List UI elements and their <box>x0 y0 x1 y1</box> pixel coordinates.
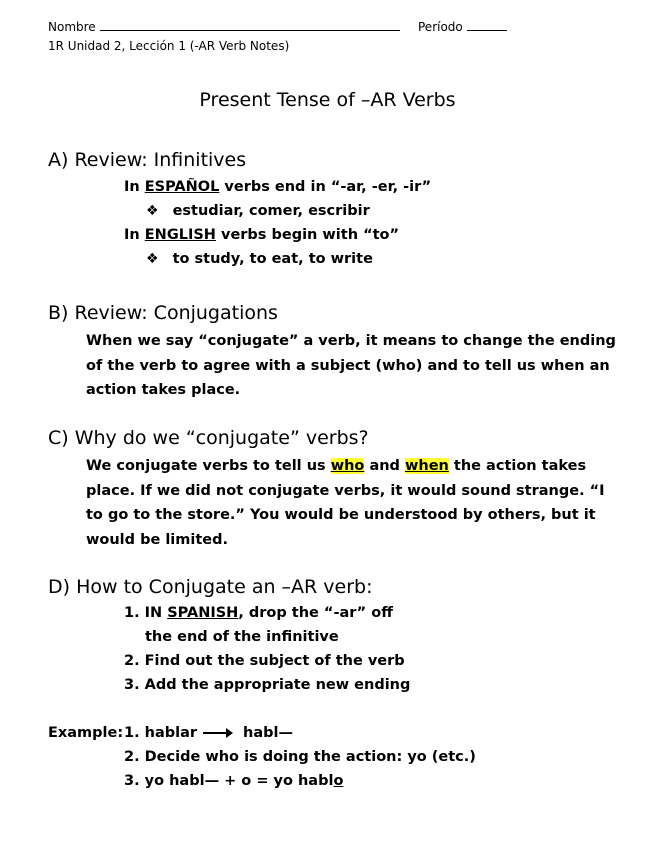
header-subtitle: 1R Unidad 2, Lección 1 (-AR Verb Notes) <box>48 39 290 53</box>
espanol-line <box>124 179 431 195</box>
right-arrow-icon <box>203 732 231 734</box>
diamond-bullet-icon: ❖ <box>146 251 159 267</box>
espanol-pre: In <box>124 179 145 195</box>
section-b-heading: B) Review: Conjugations <box>48 302 278 324</box>
section-c-heading: C) Why do we “conjugate” verbs? <box>48 427 369 449</box>
example-infinitive: 1. hablar <box>124 725 198 741</box>
english-pre: In <box>124 227 145 243</box>
english-post: verbs begin with “to” <box>215 227 400 243</box>
diamond-bullet-icon: ❖ <box>146 203 159 219</box>
example-line-2: 2. Decide who is doing the action: yo (etc.) <box>124 749 476 765</box>
espanol-example: estudiar, comer, escribir <box>172 203 370 219</box>
name-blank-line <box>100 30 400 31</box>
nombre-label: Nombre <box>48 20 96 34</box>
highlight-who: who <box>330 458 365 474</box>
english-example-item <box>146 251 373 267</box>
section-c-text-2: and <box>364 458 405 474</box>
step-3: 3. Add the appropriate new ending <box>124 677 411 693</box>
espanol-word: ESPAÑOL <box>144 179 220 195</box>
step1-post: , drop the “-ar” off <box>238 605 393 621</box>
section-c-text-1: We conjugate verbs to tell us <box>86 458 331 474</box>
example-line3-pre: 3. yo habl— + o = yo habl <box>124 773 334 789</box>
step1-pre: 1. IN <box>124 605 168 621</box>
section-c-text-3: the action takes place. If we did not conjugate verbs, it would sound strange. “I to go to the store.” You would be understood by others, but it would be limited. <box>86 458 605 548</box>
espanol-post: verbs end in “-ar, -er, -ir” <box>219 179 432 195</box>
step1-word: SPANISH <box>167 605 239 621</box>
page-title: Present Tense of –AR Verbs <box>199 89 456 111</box>
english-example: to study, to eat, to write <box>172 251 373 267</box>
periodo-label: Período <box>418 20 463 34</box>
section-d-heading: D) How to Conjugate an –AR verb: <box>48 576 373 598</box>
section-b-text: When we say “conjugate” a verb, it means to change the ending of the verb to agree with a subject (who) and to tell us when an action takes place. <box>86 333 616 398</box>
english-word: ENGLISH <box>144 227 216 243</box>
section-c-text <box>86 454 626 552</box>
example-ending: o <box>333 773 344 789</box>
example-label: Example: <box>48 725 124 741</box>
english-line <box>124 227 399 243</box>
espanol-example-item <box>146 203 370 219</box>
step-1-continued: the end of the infinitive <box>145 629 339 645</box>
example-line-3 <box>124 773 343 789</box>
step-1 <box>124 605 393 621</box>
step-2: 2. Find out the subject of the verb <box>124 653 405 669</box>
highlight-when: when <box>404 458 449 474</box>
name-field <box>48 20 400 34</box>
example-line-1 <box>124 725 293 741</box>
section-a-heading: A) Review: Infinitives <box>48 149 247 171</box>
example-stem: habl— <box>243 725 294 741</box>
period-blank-line <box>467 30 507 31</box>
period-field <box>418 20 507 34</box>
